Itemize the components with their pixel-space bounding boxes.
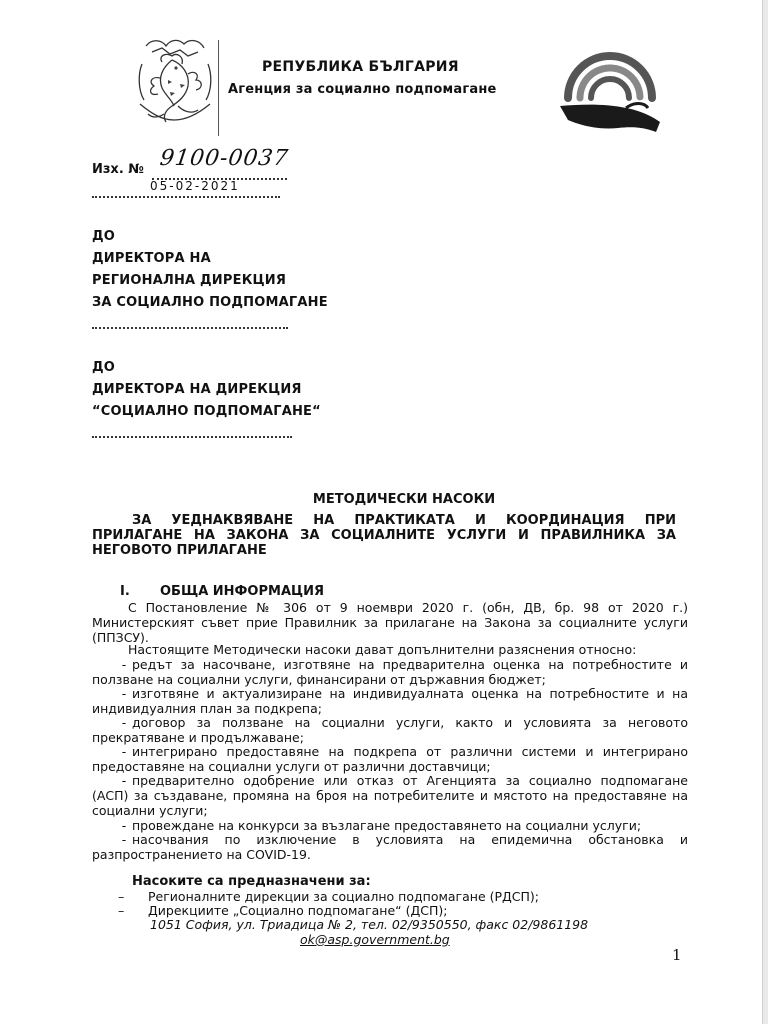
outgoing-date-line (92, 196, 280, 198)
addressee-1-line-3: ЗА СОЦИАЛНО ПОДПОМАГАНЕ (92, 295, 328, 310)
outgoing-number-label: Изх. № (92, 162, 144, 177)
list-dash: - (121, 686, 127, 701)
list-dash: - (121, 744, 127, 759)
list-item (92, 686, 688, 716)
lead-paragraph: Настоящите Методически насоки дават допълнителни разяснения относно: (128, 642, 637, 657)
list-item (92, 715, 688, 745)
list-dash: - (121, 773, 127, 788)
list-dash: – (118, 889, 125, 904)
list-item-text: изготвяне и актуализиране на индивидуалната оценка на потребностите и на индивидуалния план за подкрепа; (92, 686, 688, 716)
page-edge (762, 0, 768, 1024)
addressee-1-line-2: РЕГИОНАЛНА ДИРЕКЦИЯ (92, 273, 287, 288)
list-item-text: редът за насочване, изготвяне на предварителна оценка на потребностите и ползване на социални услуги, финансирани от държавния бюджет; (92, 657, 688, 687)
addressee-1-line-1: ДИРЕКТОРА НА (92, 251, 211, 266)
outgoing-number: 9100-0037 (158, 146, 291, 171)
list-item-text: предварително одобрение или отказ от Агенцията за социално подпомагане (АСП) за създаване, промяна на броя на потребителите и мястото на предоставяне на социални услуги; (92, 773, 688, 818)
purpose-heading: Насоките са предназначени за: (132, 874, 371, 889)
list-item-text: провеждане на конкурси за възлагане предоставянето на социални услуги; (132, 818, 642, 833)
list-item-text: интегрирано предоставяне на подкрепа от различни системи и интегрирано предоставяне на социални услуги от различни доставчици; (92, 744, 688, 774)
document-subtitle: ЗА УЕДНАКВЯВАНЕ НА ПРАКТИКАТА И КООРДИНАЦИЯ ПРИ ПРИЛАГАНЕ НА ЗАКОНА ЗА СОЦИАЛНИТЕ УСЛУГИ И ПРАВИЛНИКА ЗА НЕГОВОТО ПРИЛАГАНЕ (92, 513, 676, 558)
list-dash: - (121, 657, 127, 672)
footer-email-link[interactable]: ok@asp.government.bg (300, 932, 450, 947)
list-item (92, 818, 688, 833)
outgoing-date: 05-02-2021 (150, 179, 240, 193)
republic-title: РЕПУБЛИКА БЪЛГАРИЯ (262, 59, 459, 75)
page-number: 1 (672, 946, 682, 964)
list-item (92, 773, 688, 818)
list-dash: - (121, 715, 127, 730)
list-item-text: насочвания по изключение в условията на епидемична обстановка и разпространението на COVID-19. (92, 832, 688, 862)
section-number: I. (120, 584, 130, 599)
list-dash: - (121, 818, 127, 833)
intro-paragraph: С Постановление № 306 от 9 ноември 2020 г. (обн, ДВ, бр. 98 от 2020 г.) Министерският съвет прие Правилник за прилагане на Закона за социалните услуги (ППЗСУ). (92, 600, 688, 645)
list-item (92, 657, 688, 687)
header-divider (218, 40, 219, 136)
purpose-item-text: Регионалните дирекции за социално подпомагане (РДСП); (148, 889, 540, 904)
list-item-text: договор за ползване на социални услуги, както и условията за неговото прекратяване и продължаване; (92, 715, 688, 745)
addressee-1-to: ДО (92, 229, 116, 244)
addressee-2-line-2: “СОЦИАЛНО ПОДПОМАГАНЕ“ (92, 404, 321, 419)
purpose-item (118, 889, 539, 904)
list-dash: - (121, 832, 127, 847)
purpose-item-text: Дирекциите „Социално подпомагане“ (ДСП); (148, 903, 448, 918)
section-title: ОБЩА ИНФОРМАЦИЯ (160, 584, 324, 599)
addressee-2-blank-line (92, 436, 292, 438)
document-title: МЕТОДИЧЕСКИ НАСОКИ (312, 492, 496, 507)
agency-name: Агенция за социално подпомагане (228, 82, 497, 97)
coat-of-arms-icon (132, 34, 218, 126)
list-dash: – (118, 903, 125, 918)
purpose-item (118, 903, 447, 918)
list-item (92, 744, 688, 774)
section-heading (120, 584, 324, 599)
footer-address: 1051 София, ул. Триадица № 2, тел. 02/9350550, факс 02/9861198 (150, 917, 589, 932)
addressee-1-blank-line (92, 327, 288, 329)
addressee-2-line-1: ДИРЕКТОРА НА ДИРЕКЦИЯ (92, 382, 302, 397)
addressee-2-to: ДО (92, 360, 116, 375)
list-item (92, 832, 688, 862)
agency-logo-icon (556, 36, 664, 136)
